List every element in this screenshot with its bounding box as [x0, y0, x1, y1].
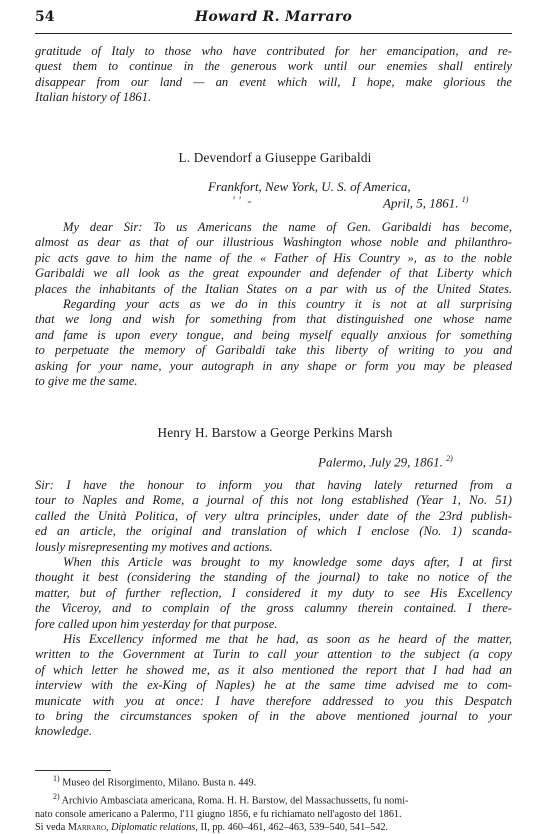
text-line: that we long and wish for something from that distinguished one whose name	[35, 312, 512, 327]
page-number: 54	[35, 9, 55, 25]
text-line: tour to Naples and Rome, a journal of this not long established (Year 1, No. 51)	[35, 493, 512, 508]
header-rule	[35, 33, 512, 34]
text-line: My dear Sir: To us Americans the name of Gen. Garibaldi has become,	[63, 220, 512, 234]
letter1-heading: L. Devendorf a Giuseppe Garibaldi	[178, 150, 372, 165]
letter1-dateline-date	[383, 195, 468, 211]
text-line: to give me the same.	[35, 374, 138, 389]
text-line: and fame is upon every tongue, and being myself equally anxious for something	[35, 327, 512, 342]
footnote-marker: 1)	[53, 774, 60, 783]
text-line: lously misrepresenting my motives and actions.	[35, 539, 273, 554]
footnote-2	[35, 790, 512, 808]
letter2-dateline	[318, 454, 453, 470]
letter1-paragraph-1	[35, 220, 512, 297]
text-line: knowledge.	[35, 724, 93, 739]
text-line: Garibaldi we all look as the great expounder and defender of that Liberty which	[35, 266, 512, 281]
text-line: to bring the circumstances spoken of in the above mentioned journal to your	[35, 709, 512, 724]
letter2-heading: Henry H. Barstow a George Perkins Marsh	[157, 425, 393, 440]
intro-paragraph	[35, 44, 512, 106]
text-line: ed an article, the original and translation of which I enclose (No. 1) scanda-	[35, 524, 512, 539]
text-line: Sir: I have the honour to inform you that having lately returned from a	[35, 478, 512, 492]
letter2-paragraph-3	[35, 632, 512, 740]
footnote-ref: 2)	[446, 454, 453, 463]
text-line: matter, but of further reflection, I considered it my duty to see His Excellency	[35, 585, 512, 600]
text-line: places the inhabitants of the Italian States on a par with us of the United States.	[35, 281, 512, 296]
text-line: the Viceroy, and to complain of the gross calumny therein contained. I there-	[35, 601, 512, 616]
text-line: municate with you at once: I have therefore addressed to you this Despatch	[35, 693, 512, 708]
letter1-dateline-place: Frankfort, New York, U. S. of America,	[208, 179, 411, 194]
text-line: disappear from our land — an event which will, I hope, make glorious the	[35, 74, 512, 89]
text-line: asking for your name, your autograph in any shape or form you may be pleased	[35, 358, 512, 373]
text-line: gratitude of Italy to those who have contributed for her emancipation, and re-	[35, 44, 512, 58]
footnote-text: Museo del Risorgimento, Milano. Busta n. 449.	[62, 777, 257, 789]
letter1-paragraph-2	[35, 297, 512, 389]
footnote-marker: 2)	[53, 791, 60, 801]
citation-author: Marraro,	[67, 822, 109, 833]
letter1-date: April, 5, 1861.	[383, 195, 459, 211]
footnote-ref: 1)	[461, 195, 469, 204]
text-line: fore called upon him yesterday for that purpose.	[35, 616, 278, 631]
text-line: of which letter he showed me, as it also mentioned the report that I had had an	[35, 662, 512, 677]
text-line: written to the Government at Turin to call your attention to the subject (a copy	[35, 647, 512, 662]
page-header	[35, 7, 512, 31]
footnote-1	[35, 772, 512, 790]
citation-pages: II, pp. 460–461, 462–463, 539–540, 541–542.	[200, 822, 389, 833]
letter1-dateline-marks: ' ' -	[232, 193, 252, 208]
letter2-date: Palermo, July 29, 1861.	[318, 454, 443, 470]
text-line: His Excellency informed me that he had, as soon as he heard of the matter,	[63, 632, 512, 646]
text-line: Italian history of 1861.	[35, 90, 152, 105]
text-line: almost as dear as that of our illustrious Washington whose noble and philanthro-	[35, 235, 512, 250]
running-head: Howard R. Marraro	[194, 9, 353, 25]
citation-lead: Si veda	[35, 822, 66, 833]
footnote-2-citation	[35, 821, 512, 834]
text-line: thought it best (considering the standing of the journal) to take no notice of the	[35, 570, 512, 585]
text-line: When this Article was brought to my knowledge some days after, I at first	[63, 555, 512, 569]
letter2-paragraph-1	[35, 478, 512, 555]
text-line: interview with the ex-King of Naples) he at the same time advised me to com-	[35, 678, 512, 693]
footnote-text: Archivio Ambasciata americana, Roma. H. H. Barstow, del Massachussetts, fu nomi-	[61, 795, 409, 807]
text-line: quest them to continue in the generous work until our enemies shall entirely	[35, 59, 512, 74]
citation-title: Diplomatic relations,	[111, 822, 198, 833]
footnote-2-continuation: nato console americano a Palermo, l'11 giugno 1856, e fu richiamato nell'agosto del 1861.	[35, 808, 402, 820]
text-line: pic acts gave to him the name of the « Father of His Country », as to the noble	[35, 250, 512, 265]
text-line: Regarding your acts as we do in this country it is not at all surprising	[63, 297, 512, 311]
footnote-rule	[35, 770, 111, 771]
letter2-paragraph-2	[35, 555, 512, 632]
text-line: called the Unità Politica, of very ultra principles, under date of the 23rd publish-	[35, 508, 512, 523]
footnotes	[35, 772, 512, 834]
text-line: to perpetuate the memory of Garibaldi take this liberty of writing to you and	[35, 343, 512, 358]
